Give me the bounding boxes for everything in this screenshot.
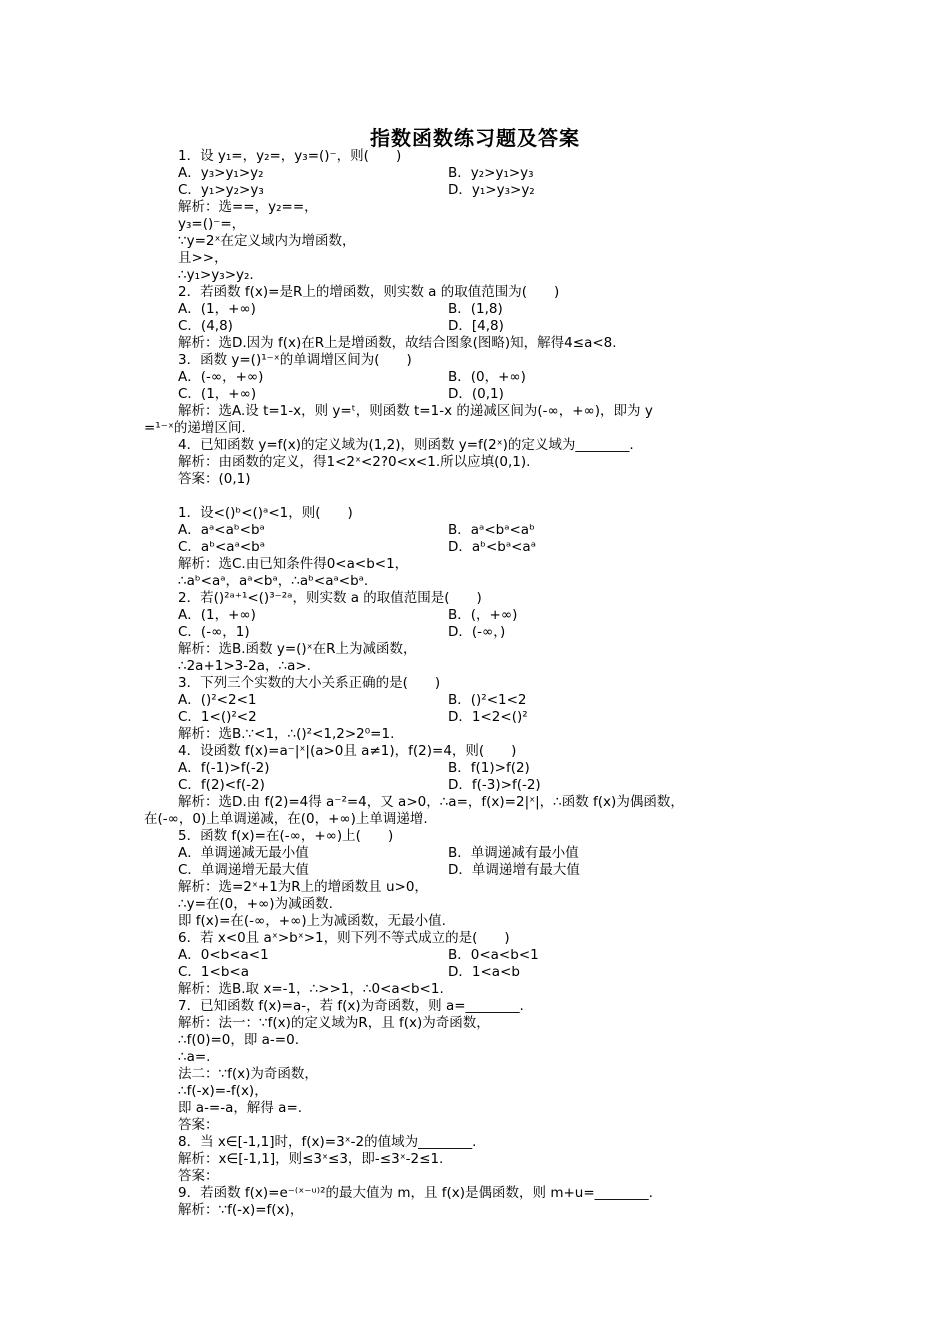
- option-row: [144, 964, 824, 981]
- option-right: B．0<a<b<1: [448, 947, 539, 963]
- text-line: ∴y=在(0，+∞)为减函数.: [178, 896, 333, 912]
- text-line: 5．函数 f(x)=在(-∞，+∞)上( ): [178, 828, 394, 844]
- option-left: C．(4,8): [178, 318, 233, 334]
- option-left: A．0<b<a<1: [178, 947, 269, 963]
- text-line: 3．下列三个实数的大小关系正确的是( ): [178, 675, 441, 691]
- text-line: ∴f(0)=0，即 a-=0.: [178, 1032, 299, 1048]
- document-body: [144, 148, 824, 1219]
- option-left: A．()²<2<1: [178, 692, 257, 708]
- text-line: ∴aᵇ<aᵃ，aᵃ<bᵃ，∴aᵇ<aᵃ<bᵃ.: [178, 573, 369, 589]
- text-line: 解析：∵f(-x)=f(x)，: [178, 1202, 304, 1218]
- option-right: B．aᵃ<bᵃ<aᵇ: [448, 522, 535, 538]
- option-left: C．y₁>y₂>y₃: [178, 182, 264, 198]
- text-line: ∴2a+1>3-2a，∴a>.: [178, 658, 311, 674]
- text-line: 4．已知函数 y=f(x)的定义域为(1,2)，则函数 y=f(2ˣ)的定义域为________.: [178, 437, 634, 453]
- option-right: B．(0，+∞): [448, 369, 526, 385]
- text-line: 答案：(0,1): [178, 471, 251, 487]
- option-row: [144, 624, 824, 641]
- text-line: ∴a=.: [178, 1049, 211, 1065]
- section-1: [144, 148, 824, 488]
- text-line: 且>>，: [178, 250, 228, 266]
- option-row: [144, 947, 824, 964]
- text-line: 解析：选==，y₂==，: [178, 199, 318, 215]
- section-gap: [144, 488, 824, 505]
- text-line: 解析：选=2ˣ+1为R上的增函数且 u>0，: [178, 879, 428, 895]
- text-line: 解析：选C.由已知条件得0<a<b<1，: [178, 556, 409, 572]
- text-line: 2．若函数 f(x)=是R上的增函数，则实数 a 的取值范围为( ): [178, 284, 560, 300]
- text-line: 解析：选B.函数 y=()ˣ在R上为减函数，: [178, 641, 417, 657]
- text-line: ∴y₁>y₃>y₂.: [178, 267, 254, 283]
- option-left: C．(1，+∞): [178, 386, 257, 402]
- text-line: 解析：选D.由 f(2)=4得 a⁻²=4，又 a>0，∴a=，f(x)=2|ˣ|，∴函数 f(x)为偶函数，: [178, 794, 684, 810]
- option-row: [144, 539, 824, 556]
- option-row: [144, 709, 824, 726]
- option-row: [144, 165, 824, 182]
- option-right: B．y₂>y₁>y₃: [448, 165, 534, 181]
- text-line: 3．函数 y=()¹⁻ˣ的单调增区间为( ): [178, 352, 412, 368]
- option-right: D．(-∞，): [448, 624, 506, 640]
- option-row: [144, 318, 824, 335]
- text-line: 即 a-=-a，解得 a=.: [178, 1100, 303, 1116]
- option-left: C．1<()²<2: [178, 709, 257, 725]
- option-row: [144, 522, 824, 539]
- text-line: 解析：选A.设 t=1-x，则 y=ᵗ，则函数 t=1-x 的递减区间为(-∞，+∞)，即为 y: [178, 403, 653, 419]
- text-line: 法二：∵f(x)为奇函数，: [178, 1066, 318, 1082]
- text-line: 4．设函数 f(x)=a⁻|ˣ|(a>0且 a≠1)，f(2)=4，则( ): [178, 743, 517, 759]
- text-line: 答案：: [178, 1117, 219, 1133]
- option-row: [144, 301, 824, 318]
- option-right: B．(1,8): [448, 301, 503, 317]
- option-right: D．y₁>y₃>y₂: [448, 182, 535, 198]
- option-row: [144, 182, 824, 199]
- text-line: 在(-∞，0)上单调递减，在(0，+∞)上单调递增.: [144, 811, 428, 827]
- text-line: 1．设<()ᵇ<()ᵃ<1，则( ): [178, 505, 353, 521]
- option-left: A．y₃>y₁>y₂: [178, 165, 264, 181]
- option-row: [144, 607, 824, 624]
- text-line: 6．若 x<0且 aˣ>bˣ>1，则下列不等式成立的是( ): [178, 930, 510, 946]
- option-row: [144, 862, 824, 879]
- option-right: D．aᵇ<bᵃ<aᵃ: [448, 539, 536, 555]
- text-line: 7．已知函数 f(x)=a-，若 f(x)为奇函数，则 a=________.: [178, 998, 524, 1014]
- text-line: 解析：法一：∵f(x)的定义域为R，且 f(x)为奇函数，: [178, 1015, 490, 1031]
- option-left: A．(-∞，+∞): [178, 369, 264, 385]
- text-line: 2．若()²ᵃ⁺¹<()³⁻²ᵃ，则实数 a 的取值范围是( ): [178, 590, 482, 606]
- section-2: [144, 505, 824, 1219]
- option-right: D．单调递增有最大值: [448, 862, 580, 878]
- option-right: D．[4,8): [448, 318, 504, 334]
- option-row: [144, 386, 824, 403]
- option-row: [144, 845, 824, 862]
- option-row: [144, 369, 824, 386]
- text-line: 答案：: [178, 1168, 219, 1184]
- option-left: A．aᵃ<aᵇ<bᵃ: [178, 522, 265, 538]
- option-left: C．aᵇ<aᵃ<bᵃ: [178, 539, 266, 555]
- text-line: 解析：选D.因为 f(x)在R上是增函数，故结合图象(图略)知，解得4≤a<8.: [178, 335, 617, 351]
- text-line: 解析：由函数的定义，得1<2ˣ<2?0<x<1.所以应填(0,1).: [178, 454, 531, 470]
- option-left: A．单调递减无最小值: [178, 845, 309, 861]
- option-right: D．1<2<()²: [448, 709, 528, 725]
- text-line: 解析：x∈[-1,1]，则≤3ˣ≤3，即-≤3ˣ-2≤1.: [178, 1151, 444, 1167]
- text-line: ∴f(-x)=-f(x)，: [178, 1083, 268, 1099]
- text-line: 8．当 x∈[-1,1]时，f(x)=3ˣ-2的值域为________.: [178, 1134, 477, 1150]
- option-left: A．(1，+∞): [178, 301, 256, 317]
- option-right: B．f(1)>f(2): [448, 760, 530, 776]
- option-left: C．单调递增无最大值: [178, 862, 309, 878]
- option-row: [144, 760, 824, 777]
- option-right: B．(，+∞): [448, 607, 518, 623]
- option-right: B．()²<1<2: [448, 692, 527, 708]
- page-title: 指数函数练习题及答案: [370, 126, 580, 150]
- option-left: A．f(-1)>f(-2): [178, 760, 270, 776]
- text-line: 即 f(x)=在(-∞，+∞)上为减函数，无最小值.: [178, 913, 446, 929]
- text-line: 1．设 y₁=，y₂=，y₃=()⁻，则( ): [178, 148, 402, 164]
- option-left: C．f(2)<f(-2): [178, 777, 265, 793]
- option-left: A．(1，+∞): [178, 607, 256, 623]
- text-line: =¹⁻ˣ的递增区间.: [144, 420, 246, 436]
- option-row: [144, 777, 824, 794]
- text-line: y₃=()⁻=，: [178, 216, 246, 232]
- option-right: D．(0,1): [448, 386, 504, 402]
- option-right: B．单调递减有最小值: [448, 845, 579, 861]
- option-right: D．1<a<b: [448, 964, 520, 980]
- text-line: 解析：选B.∵<1，∴()²<1,2>2⁰=1.: [178, 726, 395, 742]
- option-right: D．f(-3)>f(-2): [448, 777, 541, 793]
- option-left: C．1<b<a: [178, 964, 249, 980]
- option-left: C．(-∞，1): [178, 624, 250, 640]
- option-row: [144, 692, 824, 709]
- text-line: 解析：选B.取 x=-1，∴>>1，∴0<a<b<1.: [178, 981, 444, 997]
- text-line: ∵y=2ˣ在定义域内为增函数，: [178, 233, 356, 249]
- text-line: 9．若函数 f(x)=e⁻⁽ˣ⁻ᵘ⁾²的最大值为 m，且 f(x)是偶函数，则 m+u=________.: [178, 1185, 653, 1201]
